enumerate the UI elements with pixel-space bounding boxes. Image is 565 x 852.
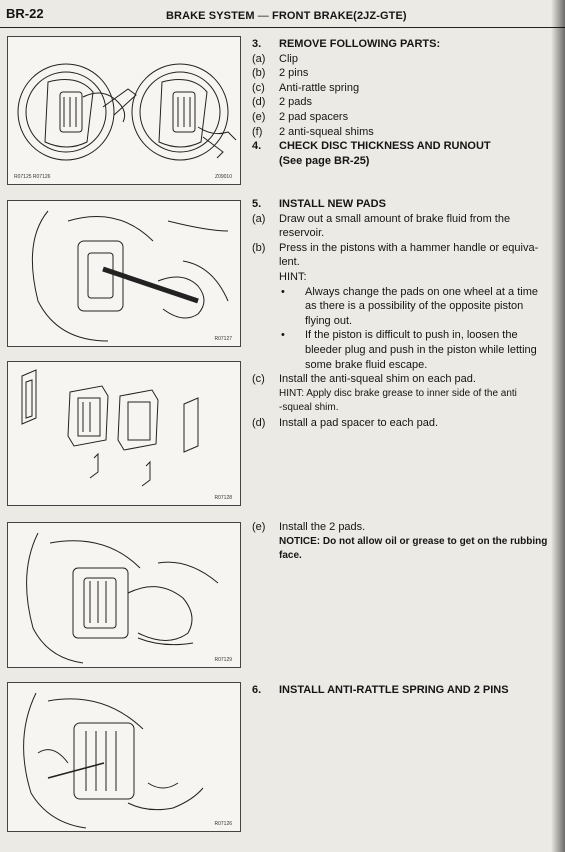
hint-text: -squeal shim.	[279, 402, 339, 414]
hint-label: HINT:	[279, 270, 307, 283]
figure-press-pistons	[7, 200, 241, 347]
step-reference: (See page BR-25)	[279, 154, 370, 167]
bullet-text: as there is a possibility of the opposite piston	[305, 300, 524, 313]
figure-install-pads	[7, 522, 241, 668]
remove-parts-illustration	[8, 37, 240, 184]
item-mark: (d)	[252, 96, 266, 109]
item-text: 2 pins	[279, 67, 309, 80]
figure-pads-shims	[7, 361, 241, 506]
notice	[252, 535, 564, 550]
bullet-item	[252, 285, 564, 300]
step-title: CHECK DISC THICKNESS AND RUNOUT	[279, 140, 491, 153]
item-text: Install the 2 pads.	[279, 521, 366, 533]
step-heading	[252, 683, 564, 698]
figure-code: R07128	[214, 495, 232, 501]
figure-code: Z09010	[215, 174, 232, 180]
list-item	[252, 520, 564, 535]
install-spring-illustration	[8, 683, 240, 831]
bullet-text: If the piston is difficult to push in, loosen the	[305, 329, 518, 342]
item-mark: (a)	[252, 52, 266, 65]
list-item	[252, 52, 557, 67]
item-mark: (d)	[252, 416, 266, 429]
subsection-title: FRONT BRAKE(2JZ-GTE)	[272, 10, 407, 22]
item-mark: (a)	[252, 212, 266, 225]
figure-remove-parts	[7, 36, 241, 185]
running-title	[166, 10, 407, 22]
install-pads-illustration	[8, 523, 240, 667]
step-title: INSTALL ANTI-RATTLE SPRING AND 2 PINS	[279, 684, 509, 696]
item-mark: (e)	[252, 521, 266, 533]
bullet-text: Always change the pads on one wheel at a time	[305, 285, 538, 298]
step-heading	[252, 37, 557, 52]
list-item	[252, 95, 557, 110]
figure-code: R07126	[214, 821, 232, 827]
list-item	[252, 66, 557, 81]
notice-label: NOTICE:	[279, 535, 321, 547]
bullet-text: some brake fluid escape.	[305, 358, 428, 371]
hint-text: HINT: Apply disc brake grease to inner side of the anti	[279, 387, 517, 399]
step-title: REMOVE FOLLOWING PARTS:	[279, 38, 441, 50]
item-mark: (b)	[252, 241, 266, 254]
page-edge-shadow	[551, 0, 565, 852]
step-number: 5.	[252, 198, 262, 210]
figure-code: R07127	[214, 336, 232, 342]
item-text: Clip	[279, 52, 298, 65]
title-separator: —	[257, 10, 269, 22]
item-mark: (b)	[252, 67, 266, 80]
step-install-spring	[252, 683, 564, 698]
item-text: 2 anti-squeal shims	[279, 125, 374, 138]
item-text: Draw out a small amount of brake fluid from the	[279, 212, 511, 225]
step-title: INSTALL NEW PADS	[279, 198, 386, 210]
item-text: lent.	[279, 256, 300, 269]
figure-code: R07125 R07126	[14, 174, 51, 180]
bullet-dot: •	[281, 329, 285, 342]
item-mark: (c)	[252, 373, 265, 386]
bullet-item	[252, 328, 564, 343]
figure-code: R07129	[214, 657, 232, 663]
list-item	[252, 212, 564, 227]
step-remove-parts	[252, 37, 557, 168]
notice-text: Do not allow oil or grease to get on the rubbing	[322, 535, 548, 547]
step-heading	[252, 139, 557, 154]
item-text: 2 pads	[279, 96, 313, 109]
bullet-text: bleeder plug and push in the piston while letting	[305, 343, 537, 356]
step-number: 4.	[252, 140, 262, 153]
item-mark: (c)	[252, 81, 265, 94]
press-pistons-illustration	[8, 201, 240, 346]
item-text: Press in the pistons with a hammer handle or equiva-	[279, 241, 539, 254]
list-item	[252, 110, 557, 125]
item-text: Install a pad spacer to each pad.	[279, 416, 438, 429]
item-mark: (f)	[252, 125, 263, 138]
figure-install-spring	[7, 682, 241, 832]
notice-text: face.	[279, 550, 302, 562]
bullet-text: flying out.	[305, 314, 353, 327]
list-item	[252, 241, 564, 256]
list-item	[252, 81, 557, 96]
list-item	[252, 125, 557, 140]
list-item	[252, 372, 564, 387]
list-item	[252, 416, 564, 431]
item-text: Install the anti-squeal shim on each pad.	[279, 373, 476, 386]
step-number: 3.	[252, 38, 262, 50]
item-text: 2 pad spacers	[279, 110, 349, 123]
page-number: BR-22	[6, 6, 44, 21]
step-install-pads	[252, 197, 564, 431]
step-number: 6.	[252, 684, 262, 696]
section-title: BRAKE SYSTEM	[166, 10, 255, 22]
item-text: reservoir.	[279, 227, 325, 240]
item-text: Anti-rattle spring	[279, 81, 360, 94]
step-heading	[252, 197, 564, 212]
header-rule	[0, 27, 565, 28]
pads-shims-illustration	[8, 362, 240, 505]
bullet-dot: •	[281, 285, 285, 298]
step-install-pads-e	[252, 520, 564, 564]
item-mark: (e)	[252, 110, 266, 123]
